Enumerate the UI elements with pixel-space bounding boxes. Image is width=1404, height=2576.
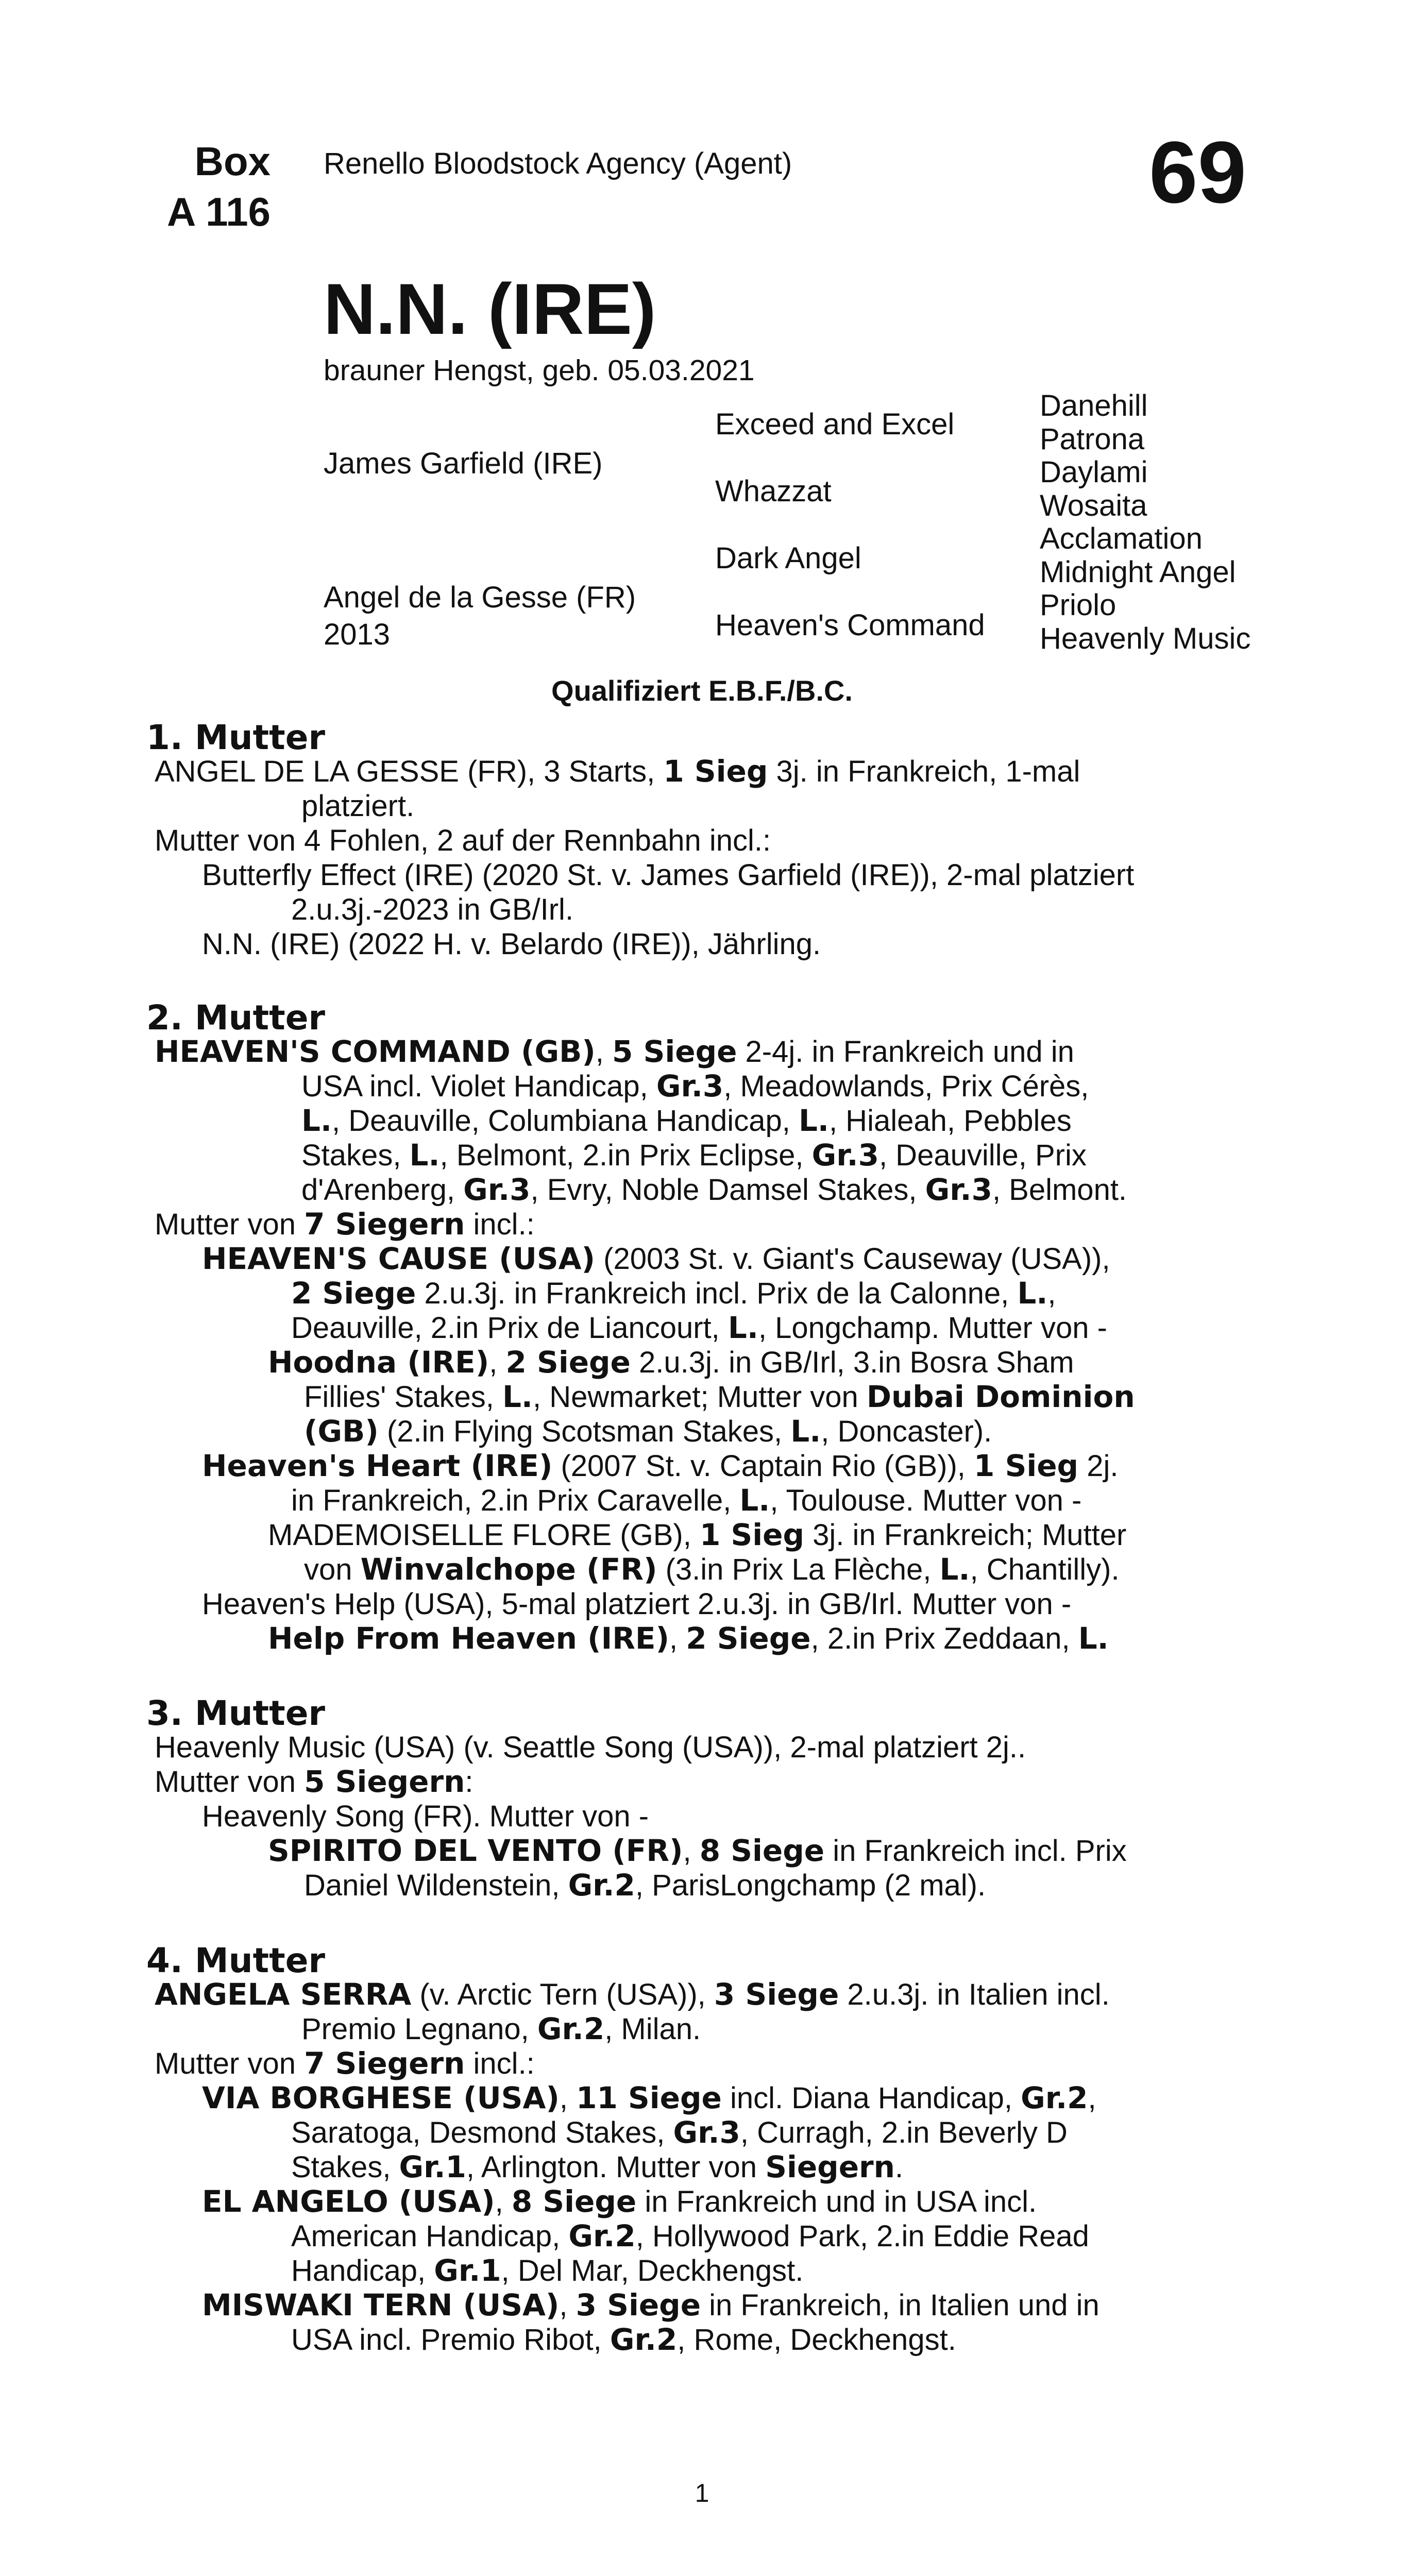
pedigree-gen3-item: Danehill bbox=[1040, 389, 1148, 422]
second-dam-line: Mutter von 7 Siegern incl.: bbox=[155, 1207, 535, 1242]
second-dam-line: (GB) (2.in Flying Scotsman Stakes, L., Doncaster). bbox=[304, 1414, 992, 1449]
lot-number: 69 bbox=[1149, 124, 1247, 222]
fourth-dam-line: USA incl. Premio Ribot, Gr.2, Rome, Deckhengst. bbox=[291, 2322, 956, 2357]
second-dam-line: 2 Siege 2.u.3j. in Frankreich incl. Prix de la Calonne, L., bbox=[291, 1276, 1056, 1311]
box-label: Box bbox=[194, 139, 270, 184]
first-dam-line: 2.u.3j.-2023 in GB/Irl. bbox=[291, 893, 574, 926]
pedigree-gen3-item: Acclamation bbox=[1040, 522, 1203, 555]
first-dam-line: Mutter von 4 Fohlen, 2 auf der Rennbahn incl.: bbox=[155, 824, 771, 857]
fourth-dam-line: VIA BORGHESE (USA), 11 Siege incl. Diana Handicap, Gr.2, bbox=[202, 2080, 1096, 2115]
first-dam-line: platziert. bbox=[301, 789, 415, 823]
pedigree-gen3-item: Daylami bbox=[1040, 455, 1148, 489]
pedigree-dam-sire: Dark Angel bbox=[715, 541, 861, 575]
pedigree-dam-year: 2013 bbox=[324, 618, 391, 651]
fourth-dam-line: American Handicap, Gr.2, Hollywood Park, 2.in Eddie Read bbox=[291, 2218, 1089, 2253]
pedigree-gen3-item: Heavenly Music bbox=[1040, 621, 1251, 655]
pedigree-gen3 bbox=[1040, 389, 1369, 655]
third-dam-line: SPIRITO DEL VENTO (FR), 8 Siege in Frankreich incl. Prix bbox=[268, 1833, 1127, 1868]
first-dam-line: ANGEL DE LA GESSE (FR), 3 Starts, 1 Sieg 3j. in Frankreich, 1-mal bbox=[155, 754, 1080, 789]
box-number: A 116 bbox=[167, 189, 270, 234]
third-dam-line: Mutter von 5 Siegern: bbox=[155, 1764, 473, 1799]
pedigree-gen3-item: Priolo bbox=[1040, 588, 1117, 622]
qualification-note: Qualifiziert E.B.F./B.C. bbox=[551, 674, 853, 707]
second-dam-line: d'Arenberg, Gr.3, Evry, Noble Damsel Stakes, Gr.3, Belmont. bbox=[301, 1172, 1127, 1207]
second-dam-line: L., Deauville, Columbiana Handicap, L., Hialeah, Pebbles bbox=[301, 1103, 1072, 1138]
pedigree-dam-dam: Heaven's Command bbox=[715, 608, 985, 642]
horse-description: brauner Hengst, geb. 05.03.2021 bbox=[324, 354, 755, 387]
fourth-dam-line: Stakes, Gr.1, Arlington. Mutter von Siegern. bbox=[291, 2149, 904, 2184]
pedigree-gen3-item: Patrona bbox=[1040, 422, 1145, 456]
page-number: 1 bbox=[695, 2479, 709, 2507]
section-title-third-dam: 3. Mutter bbox=[146, 1693, 326, 1733]
third-dam-line: Daniel Wildenstein, Gr.2, ParisLongchamp (2 mal). bbox=[304, 1868, 986, 1903]
second-dam-line: Heaven's Help (USA), 5-mal platziert 2.u.3j. in GB/Irl. Mutter von - bbox=[202, 1587, 1072, 1621]
pedigree-dam: Angel de la Gesse (FR) bbox=[324, 581, 636, 614]
second-dam-line: Stakes, L., Belmont, 2.in Prix Eclipse, Gr.3, Deauville, Prix bbox=[301, 1138, 1087, 1173]
fourth-dam-line: Saratoga, Desmond Stakes, Gr.3, Curragh, 2.in Beverly D bbox=[291, 2115, 1068, 2150]
second-dam-line: Fillies' Stakes, L., Newmarket; Mutter von Dubai Dominion bbox=[304, 1379, 1135, 1414]
fourth-dam-line: ANGELA SERRA (v. Arctic Tern (USA)), 3 Siege 2.u.3j. in Italien incl. bbox=[155, 1977, 1110, 2012]
second-dam-line: HEAVEN'S CAUSE (USA) (2003 St. v. Giant's Causeway (USA)), bbox=[202, 1241, 1110, 1276]
pedigree-sire-dam: Whazzat bbox=[715, 474, 832, 508]
pedigree-gen3-item: Midnight Angel bbox=[1040, 555, 1236, 589]
pedigree-gen3-item: Wosaita bbox=[1040, 488, 1147, 522]
section-title-fourth-dam: 4. Mutter bbox=[146, 1941, 326, 1980]
section-title-first-dam: 1. Mutter bbox=[146, 718, 326, 757]
pedigree-sire: James Garfield (IRE) bbox=[324, 447, 603, 480]
agent-name: Renello Bloodstock Agency (Agent) bbox=[324, 147, 792, 180]
horse-name: N.N. (IRE) bbox=[324, 268, 656, 349]
fourth-dam-line: Premio Legnano, Gr.2, Milan. bbox=[301, 2011, 701, 2046]
third-dam-line: Heavenly Music (USA) (v. Seattle Song (USA)), 2-mal platziert 2j.. bbox=[155, 1731, 1026, 1764]
first-dam-line: Butterfly Effect (IRE) (2020 St. v. James Garfield (IRE)), 2-mal platziert bbox=[202, 858, 1135, 892]
first-dam-line: N.N. (IRE) (2022 H. v. Belardo (IRE)), Jährling. bbox=[202, 927, 821, 961]
second-dam-line: Deauville, 2.in Prix de Liancourt, L., Longchamp. Mutter von - bbox=[291, 1310, 1107, 1345]
fourth-dam-line: EL ANGELO (USA), 8 Siege in Frankreich und in USA incl. bbox=[202, 2184, 1037, 2219]
second-dam-line: Help From Heaven (IRE), 2 Siege, 2.in Prix Zeddaan, L. bbox=[268, 1621, 1109, 1656]
second-dam-line: HEAVEN'S COMMAND (GB), 5 Siege 2-4j. in Frankreich und in bbox=[155, 1034, 1074, 1069]
pedigree-sire-sire: Exceed and Excel bbox=[715, 408, 955, 441]
second-dam-line: MADEMOISELLE FLORE (GB), 1 Sieg 3j. in Frankreich; Mutter bbox=[268, 1517, 1127, 1552]
third-dam-line: Heavenly Song (FR). Mutter von - bbox=[202, 1800, 649, 1833]
fourth-dam-line: Mutter von 7 Siegern incl.: bbox=[155, 2046, 535, 2081]
second-dam-line: Hoodna (IRE), 2 Siege 2.u.3j. in GB/Irl, 3.in Bosra Sham bbox=[268, 1345, 1074, 1380]
second-dam-line: USA incl. Violet Handicap, Gr.3, Meadowlands, Prix Cérès, bbox=[301, 1069, 1089, 1104]
fourth-dam-line: Handicap, Gr.1, Del Mar, Deckhengst. bbox=[291, 2253, 804, 2288]
second-dam-line: von Winvalchope (FR) (3.in Prix La Flèche, L., Chantilly). bbox=[304, 1552, 1120, 1587]
second-dam-line: Heaven's Heart (IRE) (2007 St. v. Captain Rio (GB)), 1 Sieg 2j. bbox=[202, 1448, 1119, 1483]
section-title-second-dam: 2. Mutter bbox=[146, 998, 326, 1038]
second-dam-line: in Frankreich, 2.in Prix Caravelle, L., Toulouse. Mutter von - bbox=[291, 1483, 1082, 1518]
fourth-dam-line: MISWAKI TERN (USA), 3 Siege in Frankreich, in Italien und in bbox=[202, 2287, 1099, 2323]
